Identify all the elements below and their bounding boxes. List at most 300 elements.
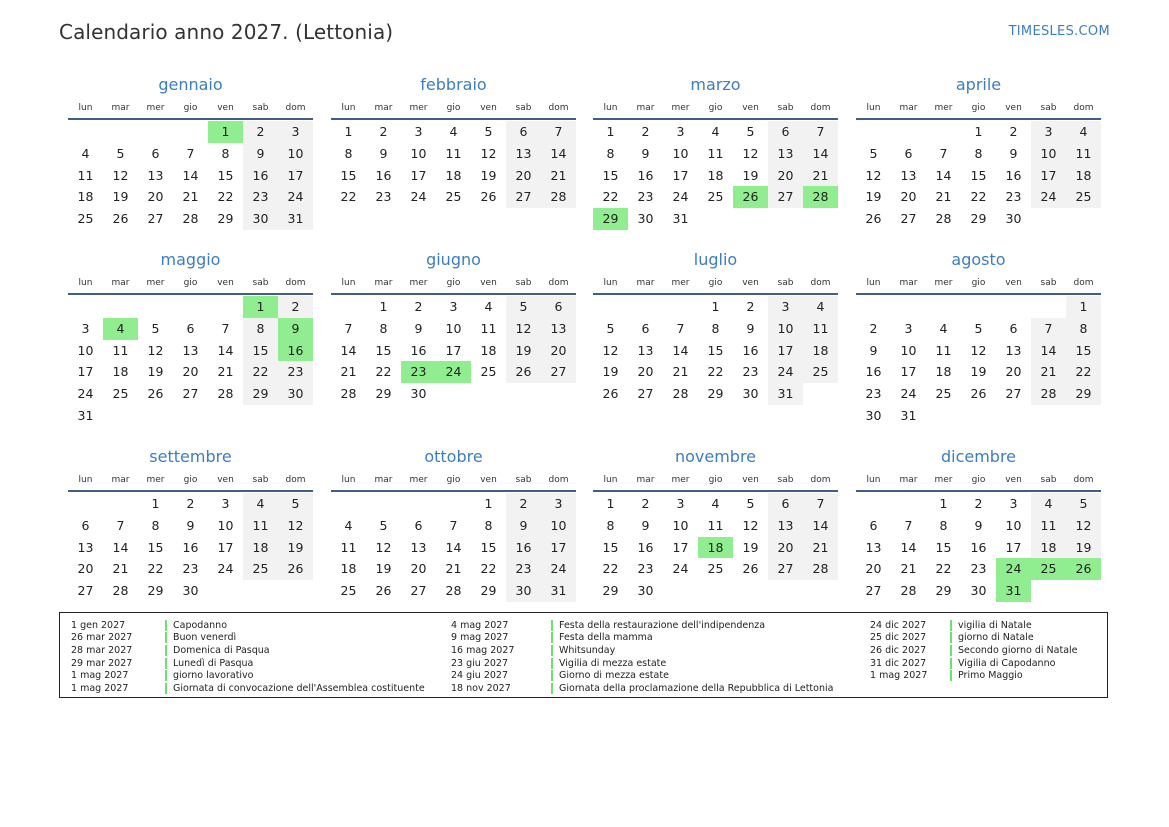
day-cell: 28	[182, 211, 199, 227]
day-cell: 22	[707, 364, 724, 380]
empty-cell	[961, 296, 996, 318]
weekday-label: mer	[934, 475, 953, 485]
day-cell: 12	[602, 342, 619, 358]
weekday-label: mar	[374, 103, 393, 113]
day-cell: 20	[506, 165, 541, 187]
weekday-label: ven	[217, 103, 234, 113]
empty-cell	[103, 296, 138, 318]
weekday-label: dom	[285, 475, 306, 485]
day-cell: 11	[77, 167, 94, 183]
day-cell: 12	[970, 342, 987, 358]
day-cell: 27	[182, 386, 199, 402]
legend-row	[870, 632, 1078, 645]
day-cell: 24	[1031, 186, 1066, 208]
day-cell: 12	[480, 145, 497, 161]
weekday-label: mar	[899, 278, 918, 288]
day-cell: 16	[637, 539, 654, 555]
weekday-label: dom	[1073, 103, 1094, 113]
day-cell: 31	[900, 407, 917, 423]
weekday-label: lun	[866, 475, 881, 485]
day-cell: 10	[672, 517, 689, 533]
weekday-label: mar	[111, 103, 130, 113]
day-cell: 25	[77, 211, 94, 227]
weekday-label: ven	[1005, 475, 1022, 485]
day-cell: 4	[1031, 493, 1066, 515]
day-cell: 10	[541, 515, 576, 537]
day-cell: 1	[939, 496, 948, 511]
day-cell: 19	[1066, 537, 1101, 559]
empty-cell	[331, 493, 366, 515]
day-cell: 7	[676, 320, 685, 336]
day-cell: 18	[243, 537, 278, 559]
day-cell: 16	[506, 537, 541, 559]
day-cell: 18	[112, 364, 129, 380]
day-cell: 15	[707, 342, 724, 358]
day-cell: 17	[445, 342, 462, 358]
month-maggio	[68, 249, 313, 427]
empty-cell	[856, 121, 891, 143]
weekday-label: lun	[603, 278, 618, 288]
month-name: dicembre	[940, 447, 1017, 466]
month-marzo	[593, 74, 838, 230]
holiday-date: 4 mag 2027	[451, 619, 509, 631]
empty-cell	[173, 121, 208, 143]
day-cell: 29	[217, 211, 234, 227]
day-cell: 27	[541, 361, 576, 383]
empty-cell	[891, 296, 926, 318]
day-cell: 15	[602, 167, 619, 183]
day-cell: 5	[116, 145, 125, 161]
day-cell: 1	[711, 299, 720, 314]
holiday-day: 9	[278, 318, 313, 340]
weekday-header	[68, 101, 313, 117]
day-cell: 6	[869, 517, 878, 533]
empty-cell	[366, 493, 401, 515]
day-cell: 3	[414, 124, 423, 139]
day-cell: 18	[445, 167, 462, 183]
legend-row	[451, 619, 833, 632]
day-cell: 24	[278, 186, 313, 208]
day-cell: 6	[641, 320, 650, 336]
day-cell: 13	[900, 167, 917, 183]
day-cell: 2	[506, 493, 541, 515]
holiday-date: 24 dic 2027	[870, 619, 927, 631]
day-cell: 10	[77, 342, 94, 358]
day-cell: 28	[541, 186, 576, 208]
day-cell: 27	[768, 186, 803, 208]
day-cell: 8	[939, 517, 948, 533]
day-cell: 4	[711, 496, 720, 511]
day-cell: 26	[278, 558, 313, 580]
day-cell: 16	[742, 342, 759, 358]
site-link[interactable]: TIMESLES.COM	[1008, 24, 1110, 39]
day-cell: 21	[112, 561, 129, 577]
day-cell: 19	[742, 167, 759, 183]
day-cell: 15	[480, 539, 497, 555]
day-cell: 24	[672, 561, 689, 577]
holiday-date: 24 giu 2027	[451, 670, 508, 682]
legend-row	[71, 632, 425, 645]
day-cell: 22	[340, 189, 357, 205]
day-cell: 3	[81, 320, 90, 336]
empty-cell	[593, 296, 628, 318]
day-cell: 13	[147, 167, 164, 183]
day-cell: 5	[606, 320, 615, 336]
day-cell: 15	[217, 167, 234, 183]
month-name: marzo	[690, 75, 741, 94]
day-cell: 19	[865, 189, 882, 205]
weekday-header	[593, 473, 838, 489]
day-cell: 11	[445, 145, 462, 161]
day-cell: 20	[865, 561, 882, 577]
day-cell: 3	[1031, 121, 1066, 143]
month-name: ottobre	[424, 447, 483, 466]
holiday-date: 23 giu 2027	[451, 657, 508, 669]
weekday-label: mer	[146, 278, 165, 288]
day-cell: 7	[221, 320, 230, 336]
holiday-date: 31 dic 2027	[870, 657, 927, 669]
day-cell: 8	[606, 145, 615, 161]
day-cell: 25	[803, 361, 838, 383]
day-cell: 13	[506, 143, 541, 165]
day-grid	[68, 493, 313, 602]
weekday-label: gio	[183, 103, 198, 113]
weekday-label: lun	[603, 475, 618, 485]
empty-cell	[1031, 296, 1066, 318]
weekday-label: mar	[636, 278, 655, 288]
weekday-header	[593, 101, 838, 117]
weekday-label: gio	[708, 278, 723, 288]
day-cell: 4	[711, 124, 720, 139]
day-cell: 14	[935, 167, 952, 183]
day-cell: 30	[637, 211, 654, 227]
day-cell: 16	[375, 167, 392, 183]
day-cell: 13	[768, 515, 803, 537]
day-cell: 6	[414, 517, 423, 533]
month-febbraio	[331, 74, 576, 208]
holiday-date: 1 mag 2027	[71, 682, 129, 694]
day-cell: 3	[768, 296, 803, 318]
day-cell: 11	[340, 539, 357, 555]
day-cell: 14	[900, 539, 917, 555]
empty-cell	[436, 493, 471, 515]
holiday-day: 18	[698, 537, 733, 559]
day-cell: 10	[410, 145, 427, 161]
weekday-label: gio	[446, 278, 461, 288]
day-cell: 11	[112, 342, 129, 358]
empty-cell	[628, 296, 663, 318]
holiday-marker	[950, 670, 952, 681]
weekday-label: lun	[78, 278, 93, 288]
day-cell: 24	[672, 189, 689, 205]
day-cell: 27	[77, 583, 94, 599]
day-cell: 25	[445, 189, 462, 205]
day-cell: 3	[904, 320, 913, 336]
day-cell: 2	[974, 496, 983, 511]
weekday-label: sab	[777, 278, 794, 288]
day-cell: 20	[1005, 364, 1022, 380]
weekday-label: lun	[866, 278, 881, 288]
holiday-date: 26 mar 2027	[71, 632, 133, 644]
day-cell: 13	[410, 539, 427, 555]
holiday-day: 1	[208, 121, 243, 143]
day-cell: 22	[480, 561, 497, 577]
weekday-label: lun	[78, 475, 93, 485]
legend-column	[451, 619, 833, 695]
day-cell: 1	[484, 496, 493, 511]
day-grid	[593, 296, 838, 405]
day-cell: 21	[445, 561, 462, 577]
day-cell: 11	[803, 318, 838, 340]
holiday-name: Buon venerdì	[173, 632, 237, 644]
day-cell: 23	[1005, 189, 1022, 205]
day-cell: 23	[742, 364, 759, 380]
empty-cell	[401, 493, 436, 515]
empty-cell	[173, 296, 208, 318]
legend-row	[71, 682, 425, 695]
day-cell: 2	[641, 124, 650, 139]
holiday-legend	[59, 612, 1108, 698]
day-cell: 9	[186, 517, 195, 533]
holiday-date: 18 nov 2027	[451, 682, 511, 694]
day-cell: 30	[1005, 211, 1022, 227]
header-rule	[68, 118, 313, 120]
day-cell: 22	[217, 189, 234, 205]
day-cell: 19	[375, 561, 392, 577]
legend-row	[71, 669, 425, 682]
day-cell: 22	[935, 561, 952, 577]
empty-cell	[996, 296, 1031, 318]
day-cell: 28	[217, 386, 234, 402]
day-cell: 8	[606, 517, 615, 533]
day-cell: 12	[1066, 515, 1101, 537]
weekday-label: lun	[866, 103, 881, 113]
day-cell: 17	[77, 364, 94, 380]
day-cell: 19	[602, 364, 619, 380]
day-cell: 9	[869, 342, 878, 358]
day-cell: 4	[939, 320, 948, 336]
day-cell: 7	[803, 493, 838, 515]
day-cell: 18	[340, 561, 357, 577]
holiday-name: Capodanno	[173, 619, 228, 631]
weekday-label: sab	[1040, 103, 1057, 113]
day-cell: 14	[672, 342, 689, 358]
legend-row	[71, 657, 425, 670]
empty-cell	[138, 296, 173, 318]
day-cell: 16	[243, 165, 278, 187]
day-cell: 23	[865, 386, 882, 402]
day-cell: 29	[1066, 383, 1101, 405]
day-cell: 18	[935, 364, 952, 380]
month-name: giugno	[426, 250, 481, 269]
day-cell: 16	[1005, 167, 1022, 183]
weekday-label: lun	[341, 103, 356, 113]
holiday-date: 26 dic 2027	[870, 644, 927, 656]
day-cell: 26	[375, 583, 392, 599]
day-cell: 23	[278, 361, 313, 383]
day-cell: 18	[803, 340, 838, 362]
day-cell: 5	[746, 124, 755, 139]
day-cell: 11	[707, 145, 724, 161]
day-cell: 27	[147, 211, 164, 227]
day-cell: 1	[974, 124, 983, 139]
day-cell: 11	[480, 320, 497, 336]
holiday-day: 23	[401, 361, 436, 383]
day-cell: 10	[768, 318, 803, 340]
weekday-label: mer	[671, 103, 690, 113]
empty-cell	[208, 296, 243, 318]
day-cell: 24	[768, 361, 803, 383]
day-cell: 26	[147, 386, 164, 402]
day-cell: 5	[1066, 493, 1101, 515]
day-cell: 19	[742, 539, 759, 555]
legend-row	[870, 657, 1078, 670]
holiday-name: Domenica di Pasqua	[173, 644, 270, 656]
day-cell: 8	[151, 517, 160, 533]
day-cell: 9	[414, 320, 423, 336]
day-cell: 7	[449, 517, 458, 533]
weekday-label: dom	[1073, 475, 1094, 485]
day-cell: 20	[410, 561, 427, 577]
holiday-date: 25 dic 2027	[870, 632, 927, 644]
day-cell: 6	[81, 517, 90, 533]
day-cell: 29	[707, 386, 724, 402]
holiday-date: 29 mar 2027	[71, 657, 133, 669]
day-cell: 11	[707, 517, 724, 533]
day-cell: 27	[768, 558, 803, 580]
day-cell: 31	[541, 580, 576, 602]
day-cell: 20	[541, 340, 576, 362]
day-cell: 1	[379, 299, 388, 314]
day-cell: 30	[243, 208, 278, 230]
day-cell: 4	[449, 124, 458, 139]
empty-cell	[663, 296, 698, 318]
day-cell: 11	[935, 342, 952, 358]
weekday-label: dom	[1073, 278, 1094, 288]
weekday-label: gio	[971, 475, 986, 485]
holiday-marker	[165, 670, 167, 681]
day-cell: 9	[641, 517, 650, 533]
weekday-label: mer	[934, 103, 953, 113]
day-cell: 13	[541, 318, 576, 340]
legend-row	[451, 657, 833, 670]
holiday-marker	[950, 645, 952, 656]
day-cell: 15	[375, 342, 392, 358]
day-cell: 25	[935, 386, 952, 402]
weekday-label: lun	[341, 278, 356, 288]
day-cell: 1	[606, 496, 615, 511]
day-cell: 24	[217, 561, 234, 577]
day-cell: 22	[1066, 361, 1101, 383]
weekday-label: ven	[742, 103, 759, 113]
month-settembre	[68, 446, 313, 602]
weekday-label: mar	[636, 103, 655, 113]
day-cell: 10	[1031, 143, 1066, 165]
day-cell: 21	[900, 561, 917, 577]
day-cell: 8	[243, 318, 278, 340]
holiday-name: Festa della mamma	[559, 632, 653, 644]
day-cell: 11	[1031, 515, 1066, 537]
weekday-label: ven	[480, 475, 497, 485]
day-cell: 12	[742, 517, 759, 533]
day-cell: 5	[379, 517, 388, 533]
day-grid	[856, 493, 1101, 602]
day-cell: 24	[410, 189, 427, 205]
day-cell: 10	[445, 320, 462, 336]
day-cell: 5	[506, 296, 541, 318]
weekday-label: mer	[409, 475, 428, 485]
weekday-label: lun	[603, 103, 618, 113]
month-name: febbraio	[420, 75, 487, 94]
holiday-day: 24	[996, 558, 1031, 580]
day-cell: 10	[217, 517, 234, 533]
day-cell: 6	[186, 320, 195, 336]
holiday-day: 25	[1031, 558, 1066, 580]
day-cell: 29	[375, 386, 392, 402]
weekday-label: sab	[777, 475, 794, 485]
day-cell: 26	[602, 386, 619, 402]
day-cell: 4	[243, 493, 278, 515]
day-cell: 28	[112, 583, 129, 599]
day-cell: 21	[803, 537, 838, 559]
day-cell: 7	[541, 121, 576, 143]
legend-row	[451, 669, 833, 682]
day-cell: 18	[1031, 537, 1066, 559]
day-cell: 20	[182, 364, 199, 380]
day-cell: 5	[974, 320, 983, 336]
day-cell: 27	[637, 386, 654, 402]
day-cell: 7	[803, 121, 838, 143]
weekday-label: sab	[515, 103, 532, 113]
day-cell: 17	[217, 539, 234, 555]
weekday-header	[68, 276, 313, 292]
day-cell: 30	[637, 583, 654, 599]
day-cell: 16	[410, 342, 427, 358]
day-cell: 29	[935, 583, 952, 599]
weekday-label: gio	[446, 475, 461, 485]
day-grid	[856, 296, 1101, 427]
holiday-marker	[950, 620, 952, 631]
weekday-label: ven	[217, 475, 234, 485]
header-rule	[593, 490, 838, 492]
day-cell: 9	[506, 515, 541, 537]
legend-row	[451, 644, 833, 657]
holiday-marker	[551, 632, 553, 643]
day-cell: 15	[970, 167, 987, 183]
weekday-label: mer	[671, 278, 690, 288]
day-cell: 26	[112, 211, 129, 227]
day-cell: 24	[900, 386, 917, 402]
empty-cell	[856, 493, 891, 515]
day-cell: 30	[410, 386, 427, 402]
month-dicembre	[856, 446, 1101, 602]
day-cell: 3	[676, 124, 685, 139]
holiday-name: Vigilia di Capodanno	[958, 657, 1056, 669]
day-cell: 15	[602, 539, 619, 555]
day-cell: 21	[182, 189, 199, 205]
day-cell: 16	[637, 167, 654, 183]
day-cell: 28	[672, 386, 689, 402]
day-cell: 22	[970, 189, 987, 205]
day-cell: 2	[641, 496, 650, 511]
day-cell: 6	[151, 145, 160, 161]
weekday-label: mar	[636, 475, 655, 485]
day-cell: 6	[768, 121, 803, 143]
holiday-name: vigilia di Natale	[958, 619, 1032, 631]
day-cell: 3	[1009, 496, 1018, 511]
day-cell: 29	[243, 383, 278, 405]
day-cell: 2	[746, 299, 755, 314]
